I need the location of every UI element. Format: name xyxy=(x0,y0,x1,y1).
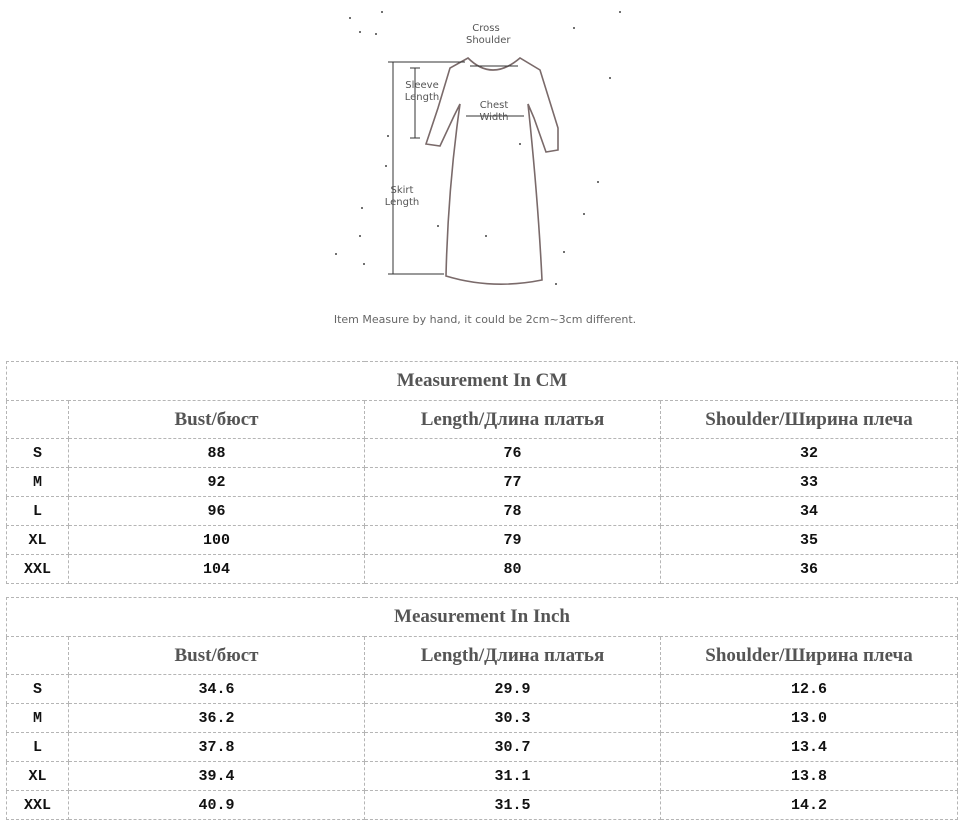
header-corner xyxy=(7,637,69,675)
bust-cell: 39.4 xyxy=(69,762,365,791)
skirt-length-label: Skirt Length xyxy=(384,185,420,208)
measure-note: Item Measure by hand, it could be 2cm~3cm different. xyxy=(333,313,637,326)
table-row xyxy=(7,704,958,733)
table-row xyxy=(7,762,958,791)
table-row xyxy=(7,733,958,762)
size-cell: S xyxy=(7,675,69,704)
size-cell: L xyxy=(7,497,69,526)
size-cell: S xyxy=(7,439,69,468)
table-header-row xyxy=(7,401,958,439)
header-bust: Bust/бюст xyxy=(69,401,365,439)
table-header-row xyxy=(7,637,958,675)
table-row xyxy=(7,791,958,820)
shoulder-cell: 13.4 xyxy=(661,733,958,762)
dress-outline-icon xyxy=(320,8,650,308)
size-cell: L xyxy=(7,733,69,762)
length-cell: 31.5 xyxy=(365,791,661,820)
bust-cell: 100 xyxy=(69,526,365,555)
bust-cell: 92 xyxy=(69,468,365,497)
table-row xyxy=(7,468,958,497)
size-cell: M xyxy=(7,704,69,733)
bust-cell: 88 xyxy=(69,439,365,468)
table-row xyxy=(7,675,958,704)
table-row xyxy=(7,555,958,584)
sleeve-length-label: Sleeve Length xyxy=(404,80,440,103)
bust-cell: 37.8 xyxy=(69,733,365,762)
header-length: Length/Длина платья xyxy=(365,401,661,439)
shoulder-cell: 13.0 xyxy=(661,704,958,733)
length-cell: 77 xyxy=(365,468,661,497)
shoulder-cell: 32 xyxy=(661,439,958,468)
length-cell: 76 xyxy=(365,439,661,468)
bust-cell: 104 xyxy=(69,555,365,584)
header-corner xyxy=(7,401,69,439)
shoulder-cell: 13.8 xyxy=(661,762,958,791)
length-cell: 78 xyxy=(365,497,661,526)
table-row xyxy=(7,497,958,526)
length-cell: 29.9 xyxy=(365,675,661,704)
length-cell: 79 xyxy=(365,526,661,555)
cross-shoulder-label: Cross Shoulder xyxy=(466,23,511,46)
chest-width-label: Chest Width xyxy=(479,100,509,123)
shoulder-cell: 36 xyxy=(661,555,958,584)
table-title: Measurement In CM xyxy=(7,362,958,401)
dress-measurement-diagram xyxy=(320,8,650,348)
table-row xyxy=(7,439,958,468)
size-cell: XL xyxy=(7,526,69,555)
table-title: Measurement In Inch xyxy=(7,598,958,637)
size-table-inch xyxy=(6,597,958,820)
table-row xyxy=(7,526,958,555)
header-shoulder: Shoulder/Ширина плеча xyxy=(661,637,958,675)
header-shoulder: Shoulder/Ширина плеча xyxy=(661,401,958,439)
length-cell: 31.1 xyxy=(365,762,661,791)
size-table-cm xyxy=(6,361,958,584)
length-cell: 30.7 xyxy=(365,733,661,762)
shoulder-cell: 34 xyxy=(661,497,958,526)
shoulder-cell: 33 xyxy=(661,468,958,497)
length-cell: 80 xyxy=(365,555,661,584)
header-length: Length/Длина платья xyxy=(365,637,661,675)
shoulder-cell: 14.2 xyxy=(661,791,958,820)
size-cell: XL xyxy=(7,762,69,791)
dust-dots xyxy=(335,11,621,285)
size-cell: M xyxy=(7,468,69,497)
bust-cell: 36.2 xyxy=(69,704,365,733)
bust-cell: 34.6 xyxy=(69,675,365,704)
shoulder-cell: 35 xyxy=(661,526,958,555)
length-cell: 30.3 xyxy=(365,704,661,733)
size-cell: XXL xyxy=(7,791,69,820)
shoulder-cell: 12.6 xyxy=(661,675,958,704)
bust-cell: 40.9 xyxy=(69,791,365,820)
header-bust: Bust/бюст xyxy=(69,637,365,675)
bust-cell: 96 xyxy=(69,497,365,526)
size-cell: XXL xyxy=(7,555,69,584)
